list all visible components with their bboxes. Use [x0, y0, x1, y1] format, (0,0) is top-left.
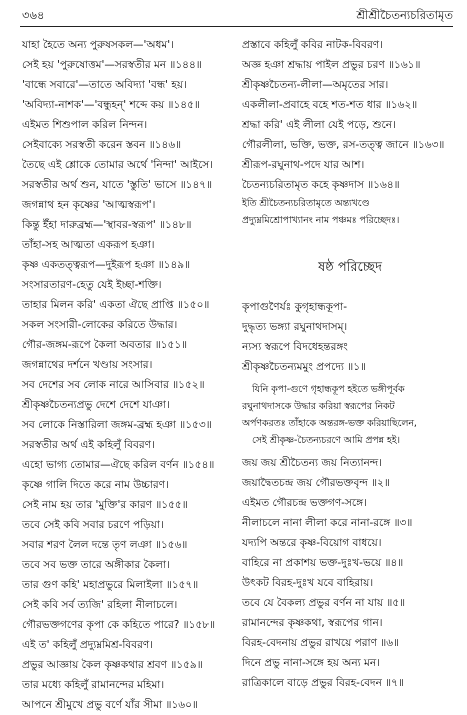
verse-line: তাহার মিলন করি' একতা ঐছে প্রাপ্তি ॥১৫০॥ — [22, 299, 210, 311]
verse-line: একলীলা-প্রবাহে বহে শত-শত ধার ॥১৬২॥ — [242, 99, 418, 111]
verse-line: জয়াদ্বৈতচন্দ্র জয় গৌরভক্তবৃন্দ ॥২॥ — [242, 477, 390, 489]
colophon-line: ইতি শ্রীচৈতন্যচরিতামৃতে অন্ত্যখণ্ডে — [242, 198, 370, 209]
verse-line: সরস্বতীর অর্থ এই কহিলুঁ বিবরণ। — [22, 439, 155, 451]
verse-line: জয় জয় শ্রীচৈতন্য জয় নিত্যানন্দ। — [242, 457, 382, 469]
verse-line: সংসারতারণ-হেতু যেই ইচ্ছা-শক্তি। — [22, 279, 162, 291]
sanskrit-verse-line: দুদ্ধৃত্য ভঙ্গ্যা রঘুনাথদাসম্। — [242, 321, 348, 333]
verse-line: শ্রীকৃষ্ণচৈতন্য-লীলা—অমৃতের সার। — [242, 79, 389, 91]
verse-line: বাহিরে না প্রকাশয় ভক্ত-দুঃখ-ভয়ে ॥৪॥ — [242, 557, 404, 569]
verse-line: সকল সংসারী-লোকের করিতে উদ্ধার। — [22, 319, 178, 331]
verse-line: জগন্নাথের দর্শনে খণ্ডায় সংসার। — [22, 359, 153, 371]
page-header — [22, 6, 453, 24]
verse-line: সেইবাক্যে সরস্বতী করেন স্তবন ॥১৪৬॥ — [22, 139, 182, 151]
verse-line: এই ত' কহিলুঁ প্রদ্যুম্নমিশ্র-বিবরণ। — [22, 639, 153, 651]
verse-line: সব দেশের সব লোক নারে আসিবার ॥১৫২॥ — [22, 379, 205, 391]
verse-line: এইমত গৌরচন্দ্র ভক্তগণ-সঙ্গে। — [242, 497, 367, 509]
verse-line: আপনে শ্রীমুখে প্রভু বর্ণে যাঁর সীমা ॥১৬০॥ — [22, 699, 198, 711]
translation-line: যিনি কৃপা-গুণে গৃহান্ধকূপ হইতে ভঙ্গীপূর্বক — [252, 384, 405, 395]
verse-line: 'বান্ধে সবারে'—তাতে অবিদ্যা 'বন্ধ' হয়। — [22, 79, 187, 91]
verse-line: গৌর-জঙ্গম-রূপে কৈলা অবতার ॥১৫১॥ — [22, 339, 188, 351]
verse-line: যাহা হৈতে অন্য পুরুষসকল—'অধম'। — [22, 39, 174, 51]
verse-translation — [242, 381, 458, 449]
verse-line: কিন্তু ইঁহা দারুব্রহ্ম—'স্থাবর-স্বরূপ' ॥১৪৮॥ — [22, 219, 192, 231]
verse-line: তবে সব ভক্ত তারে অঙ্গীকার কৈলা। — [22, 559, 170, 571]
verse-line: শ্রীরূপ-রঘুনাথ-পদে যার আশ। — [242, 159, 365, 171]
verse-line: যদ্যপি অন্তরে কৃষ্ণ-বিয়োগ বাধয়ে। — [242, 537, 382, 549]
verse-line: কৃষ্ণে গালি দিতে করে নাম উচ্চারণ। — [22, 479, 169, 491]
running-title: শ্রীশ্রীচৈতন্যচরিতামৃত — [356, 8, 453, 22]
verse-line: সবার শরণ লৈল দন্তে তৃণ লঞা ॥১৫৬॥ — [22, 539, 188, 551]
left-column — [22, 35, 232, 711]
sanskrit-verse-line: কৃপাগুণৈর্যঃ কুগৃহান্ধকূপা- — [242, 301, 347, 313]
verse-line: চৈতন্যচরিতামৃত কহে কৃষ্ণদাস ॥১৬৪॥ — [242, 179, 400, 191]
page-number: ৩৬৪ — [22, 8, 45, 22]
verse-line: সরস্বতীর অর্থ শুন, যাতে 'স্তুতি' ভাসে ॥১৪৭॥ — [22, 179, 213, 191]
verse-line: নীলাচলে নানা লীলা করে নানা-রঙ্গে ॥৩॥ — [242, 517, 413, 529]
verse-line: দিনে প্রভু নানা-সঙ্গে হয় অন্য মন। — [242, 657, 380, 669]
verse-line: সেই কবি সর্ব ত্যজি' রহিলা নীলাচলে। — [22, 599, 178, 611]
verse-line: বিরহ-বেদনায় প্রভুর রাখয়ে পরাণ ॥৬॥ — [242, 637, 399, 649]
verse-line: প্রস্তাবে কহিলুঁ কবির নাটক-বিবরণ। — [242, 39, 383, 51]
verse-line: গৌরলীলা, ভক্তি, ভক্ত, রস-তত্ত্ব জানে ॥১৬৩॥ — [242, 139, 445, 151]
verse-line: শ্রদ্ধা করি' এই লীলা যেই পড়ে, শুনে। — [242, 119, 396, 131]
verse-line: এহো ভাগ্য তোমার—ঐছে করিল বর্ণন ॥১৫৪॥ — [22, 459, 215, 471]
verse-line: সেই হয় 'পুরুষোত্তম'—সরস্বতীর মন ॥১৪৪॥ — [22, 59, 202, 71]
verse-line: তাঁহা-সহ আত্মতা একরূপ হঞা। — [22, 239, 155, 251]
verse-line: এইমত শিশুপাল করিল নিন্দন। — [22, 119, 148, 131]
verse-line: সেই নাম হয় তার 'মুক্তি'র কারণ ॥১৫৫॥ — [22, 499, 188, 511]
verse-line: তার গুণ কহি' মহাপ্রভুরে মিলাইলা ॥১৫৭॥ — [22, 579, 199, 591]
verse-line: তবে সেই কবি সবার চরণে পড়িয়া। — [22, 519, 164, 531]
verse-line: রাত্রিকালে বাড়ে প্রভুর বিরহ-বেদন ॥৭॥ — [242, 677, 404, 689]
verse-line: তৈছে এই শ্লোকে তোমার অর্থে 'নিন্দা' আইসে। — [22, 159, 213, 171]
sanskrit-verse-line: শ্রীকৃষ্ণচৈতন্যমমুং প্রপদ্যে ॥১॥ — [242, 361, 366, 373]
translation-line: সেই শ্রীকৃষ্ণ-চৈতন্যচরণে আমি প্রপন্ন হই। — [252, 435, 400, 446]
colophon-line: প্রদ্যুম্নমিশ্রোপাখ্যানং নাম পঞ্চমঃ পরিচ্ছেদঃ। — [242, 215, 400, 226]
verse-line: 'অবিদ্যা-নাশক'—'বন্ধুহন্' শব্দে কয় ॥১৪৫॥ — [22, 99, 200, 111]
verse-line: সব লোকে নিস্তারিলা জঙ্গম-ব্রহ্ম হঞা ॥১৫৩॥ — [22, 419, 212, 431]
right-column — [242, 35, 458, 695]
verse-line: তবে যে বৈকল্য প্রভুর বর্ণন না যায় ॥৫॥ — [242, 597, 406, 609]
header-rule — [20, 26, 453, 27]
verse-line: কৃষ্ণ একতত্ত্বরূপ—দুইরূপ হঞা ॥১৪৯॥ — [22, 259, 191, 271]
verse-line: শ্রীকৃষ্ণচৈতন্যপ্রভু দেশে দেশে যাঞা। — [22, 399, 170, 411]
verse-line: রামানন্দের কৃষ্ণকথা, স্বরূপের গান। — [242, 617, 383, 629]
sanskrit-verse-line: ন্যস্য স্বরূপে বিদধেহন্তরঙ্গং — [242, 341, 348, 353]
translation-line: রঘুনাথদাসকে উদ্ধার করিয়া স্বরূপের নিকট — [242, 401, 395, 412]
verse-line: প্রভুর আজ্ঞায় কৈল কৃষ্ণকথার শ্রবণ ॥১৫৯॥ — [22, 659, 203, 671]
verse-line: অজ্ঞ হঞা শ্রদ্ধায় পাইল প্রভুর চরণ ॥১৬১॥ — [242, 59, 421, 71]
verse-line: জগন্নাথ হন কৃষ্ণের 'আত্মস্বরূপ'। — [22, 199, 156, 211]
verse-line: তার মধ্যে কহিলুঁ রামানন্দের মহিমা। — [22, 679, 165, 691]
chapter-heading: ষষ্ঠ পরিচ্ছেদ — [318, 260, 382, 275]
translation-line: অর্পণকরতঃ তাঁহাকে অন্তরঙ্গ-ভক্ত করিয়াছিলেন, — [242, 418, 417, 429]
verse-line: গৌরভক্তগণের কৃপা কে কহিতে পারে? ॥১৫৮॥ — [22, 619, 216, 631]
verse-line: উৎকট বিরহ-দুঃখ যবে বাহিরায়। — [242, 577, 374, 589]
